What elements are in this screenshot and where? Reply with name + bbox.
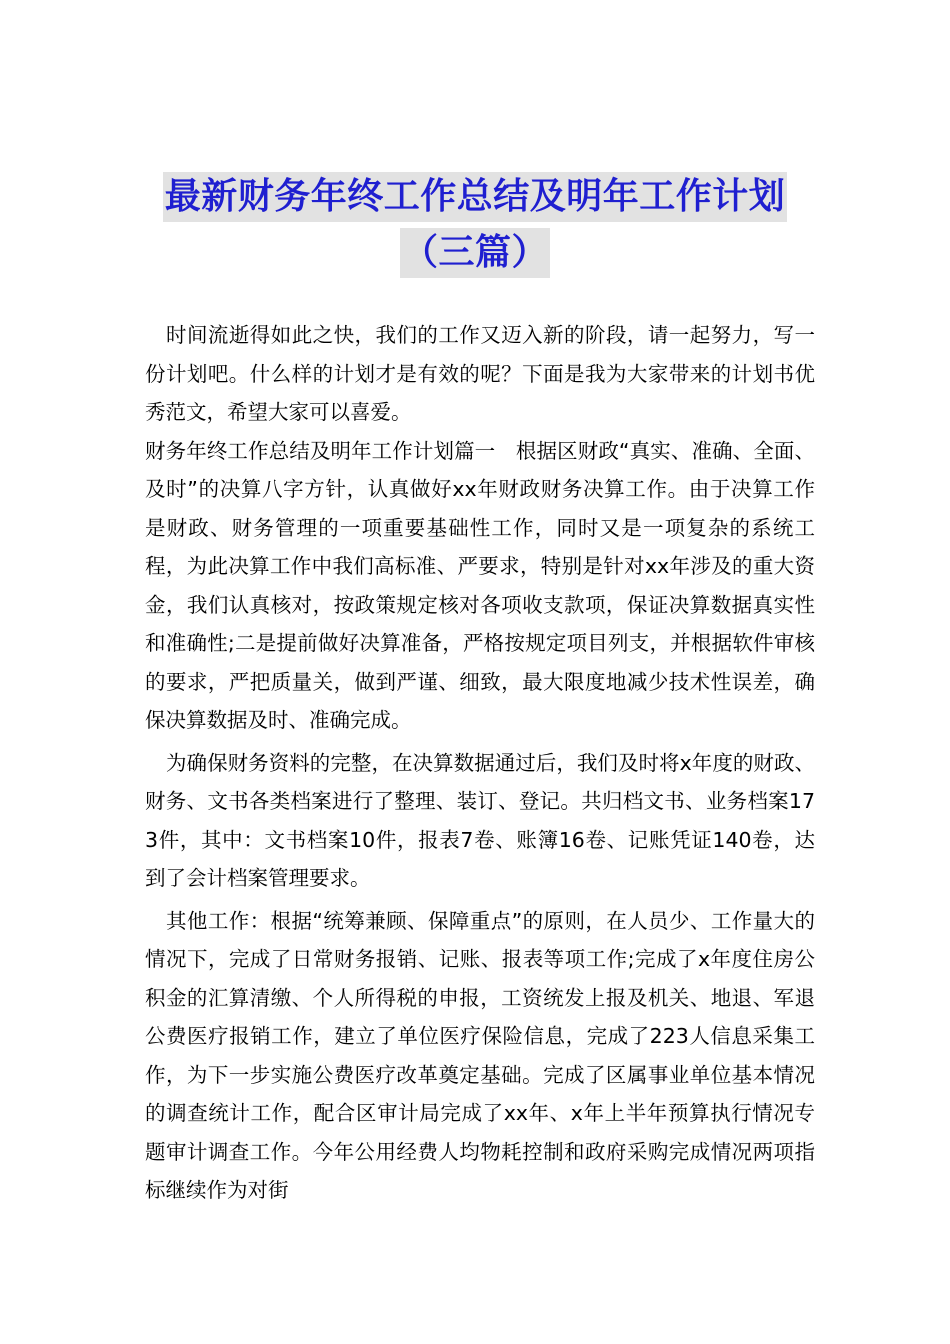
paragraph-section-one: 财务年终工作总结及明年工作计划篇一 根据区财政“真实、准确、全面、及时”的决算八字方针，认真做好xx年财政财务决算工作。由于决算工作是财政、财务管理的一项重要基础性工作，同时又是一项复杂的系统工程，为此决算工作中我们高标准、严要求，特别是针对xx年涉及的重大资金，我们认真核对，按政策规定核对各项收支款项，保证决算数据真实性和准确性;二是提前做好决算准备，严格按规定项目列支，并根据软件审核的要求，严把质量关，做到严谨、细致，最大限度地减少技术性误差，确保决算数据及时、准确完成。 bbox=[145, 438, 815, 732]
paragraph-intro: 时间流逝得如此之快，我们的工作又迈入新的阶段，请一起努力，写一份计划吧。什么样的计划才是有效的呢？下面是我为大家带来的计划书优秀范文，希望大家可以喜爱。 bbox=[145, 323, 815, 424]
document-body bbox=[145, 316, 815, 1210]
title-line-1: 最新财务年终工作总结及明年工作计划 bbox=[163, 172, 788, 222]
document-title bbox=[0, 172, 950, 284]
paragraph-archives: 为确保财务资料的完整，在决算数据通过后，我们及时将x年度的财政、财务、文书各类档案进行了整理、装订、登记。共归档文书、业务档案173件，其中：文书档案10件，报表7卷、账簿16卷、记账凭证140卷，达到了会计档案管理要求。 bbox=[145, 750, 815, 890]
paragraph-other-work: 其他工作：根据“统筹兼顾、保障重点”的原则，在人员少、工作量大的情况下，完成了日常财务报销、记账、报表等项工作;完成了x年度住房公积金的汇算清缴、个人所得税的申报，工资统发上报及机关、地退、军退公费医疗报销工作，建立了单位医疗保险信息，完成了223人信息采集工作，为下一步实施公费医疗改革奠定基础。完成了区属事业单位基本情况的调查统计工作，配合区审计局完成了xx年、x年上半年预算执行情况专题审计调查工作。今年公用经费人均物耗控制和政府采购完成情况两项指标继续作为对街 bbox=[145, 908, 815, 1202]
title-line-2: （三篇） bbox=[400, 228, 550, 278]
